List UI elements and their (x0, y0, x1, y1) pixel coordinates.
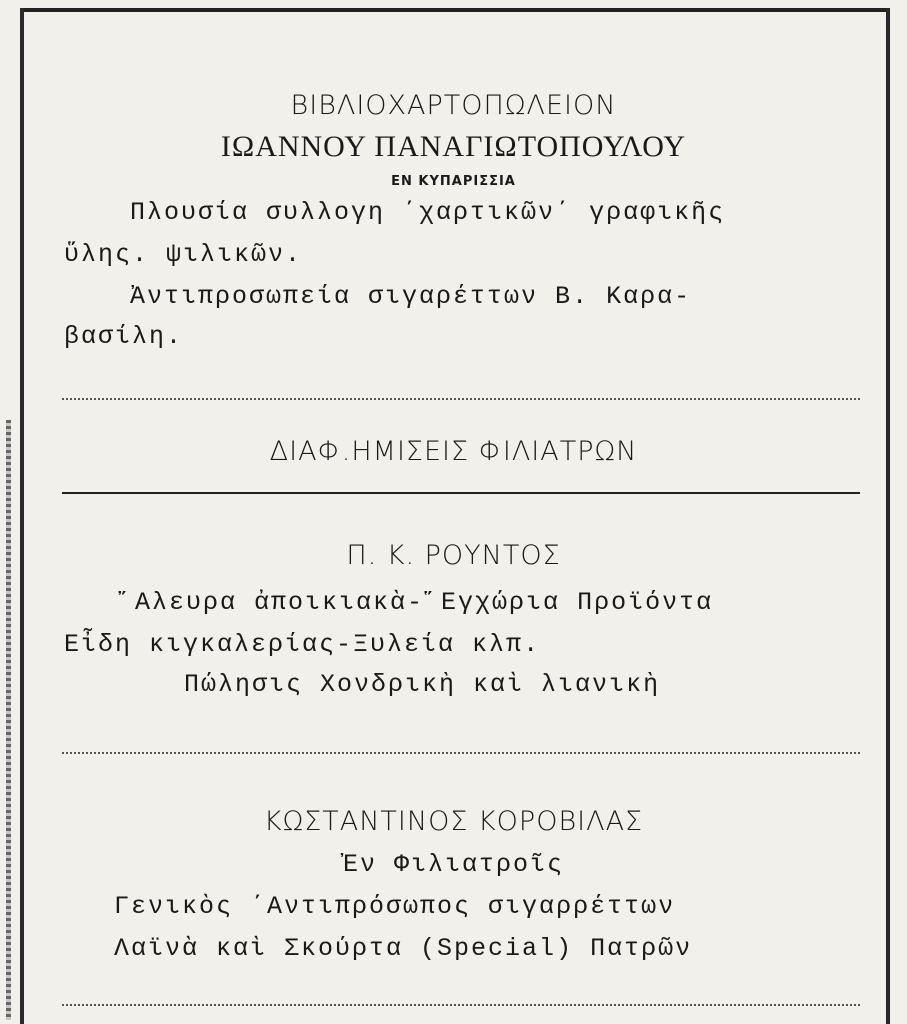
ad-text-line: Γενικὸς ΄Αντιπρόσωπος σιγαρρέττων (114, 892, 676, 921)
ad-merchant-name: ΚΩΣΤΑΝΤΙΝΟΣ ΚΟΡΟΒΙΛΑΣ (263, 806, 644, 837)
ad-text-line: Λαϊνὰ καὶ Σκούρτα (Special) Πατρῶν (114, 934, 693, 963)
ad-owner-name: ΙΩΑΝΝΟΥ ΠΑΝΑΓΙΩΤΟΠΟΥΛΟΥ (220, 130, 687, 163)
ad-heading: ΒΙΒΛΙΟΧΑΡΤΟΠΩΛΕΙΟΝ (290, 90, 617, 121)
ad-text-line: βασίλη. (64, 322, 184, 351)
ad-merchant-name: Π. Κ. ΡΟΥΝΤΟΣ (346, 540, 561, 571)
ad-text-line: ὕλης. ψιλικῶν. (64, 240, 303, 269)
top-rule (22, 8, 890, 12)
solid-divider (62, 492, 860, 494)
ad-text-line: Πλουσία συλλογη ΄χαρτικῶν΄ γραφικῆς (130, 198, 726, 227)
dotted-divider (62, 752, 860, 754)
ad-location: Ἐν Φιλιατροῖς (342, 850, 565, 879)
ad-text-line: ῎Αλευρα ἀποικιακὰ-῞Εγχώρια Προϊόντα (118, 588, 714, 617)
ad-text-line: Ἀντιπροσωπεία σιγαρέττων Β. Καρα- (130, 282, 692, 311)
dotted-divider (62, 1004, 860, 1006)
ad-text-line: Εἶδη κιγκαλερίας-Ξυλεία κλπ. (64, 630, 541, 659)
ad-location: ΕΝ ΚΥΠΑΡΙΣΣΙΑ (391, 174, 516, 189)
dotted-divider (62, 398, 860, 400)
binding-edge (6, 420, 11, 1020)
ad-text-line: Πώλησις Χονδρικὴ καὶ λιανικὴ (184, 670, 661, 699)
ad-heading: ΔΙΑΦ.ΗΜΙΣΕΙΣ ΦΙΛΙΑΤΡΩΝ (269, 436, 638, 467)
